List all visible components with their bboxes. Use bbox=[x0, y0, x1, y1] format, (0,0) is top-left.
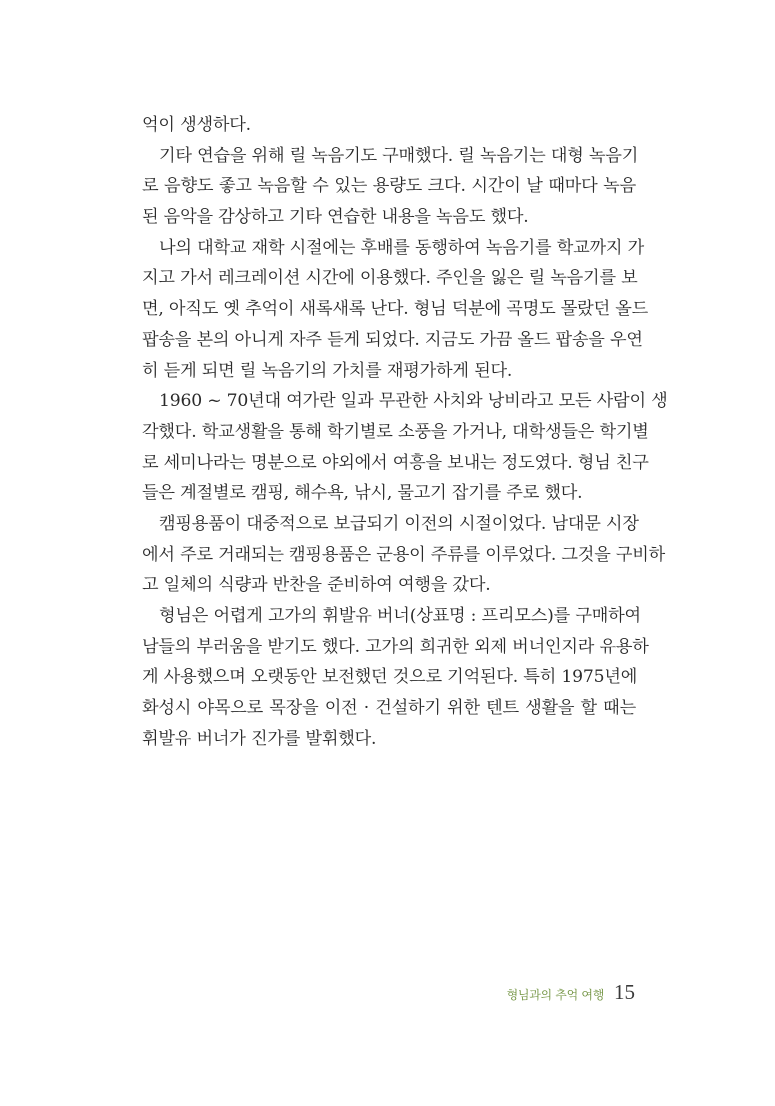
text-line: 된 음악을 감상하고 기타 연습한 내용을 녹음도 했다. bbox=[142, 207, 529, 228]
text-line: 각했다. 학교생활을 통해 학기별로 소풍을 가거나, 대학생들은 학기별 bbox=[142, 421, 649, 442]
text-line: 화성시 야목으로 목장을 이전 · 건설하기 위한 텐트 생활을 할 때는 bbox=[142, 698, 636, 719]
text-line: 면, 아직도 옛 추억이 새록새록 난다. 형님 덕분에 곡명도 몰랐던 올드 bbox=[142, 299, 649, 320]
text-line: 캠핑용품이 대중적으로 보급되기 이전의 시절이었다. 남대문 시장 bbox=[159, 513, 639, 534]
body-text bbox=[142, 110, 668, 754]
text-line: 히 듣게 되면 릴 녹음기의 가치를 재평가하게 된다. bbox=[142, 360, 513, 381]
text-line: 지고 가서 레크레이션 시간에 이용했다. 주인을 잃은 릴 녹음기를 보 bbox=[142, 268, 638, 289]
text-line: 나의 대학교 재학 시절에는 후배를 동행하여 녹음기를 학교까지 가 bbox=[159, 237, 644, 258]
text-line: 1960 ~ 70년대 여가란 일과 무관한 사치와 낭비라고 모든 사람이 생 bbox=[159, 391, 668, 412]
text-line: 게 사용했으며 오랫동안 보전했던 것으로 기억된다. 특히 1975년에 bbox=[142, 667, 638, 688]
text-line: 휘발유 버너가 진가를 발휘했다. bbox=[142, 728, 377, 749]
text-line: 팝송을 본의 아니게 자주 듣게 되었다. 지금도 가끔 올드 팝송을 우연 bbox=[142, 329, 643, 350]
text-line: 형님은 어렵게 고가의 휘발유 버너(상표명 : 프리모스)를 구매하여 bbox=[159, 606, 641, 626]
text-line: 로 세미나라는 명분으로 야외에서 여흥을 보내는 정도였다. 형님 친구 bbox=[142, 452, 649, 473]
running-title: 형님과의 추억 여행 bbox=[506, 988, 604, 1002]
text-line: 로 음향도 좋고 녹음할 수 있는 용량도 크다. 시간이 날 때마다 녹음 bbox=[142, 176, 636, 197]
text-line: 고 일체의 식량과 반찬을 준비하여 여행을 갔다. bbox=[142, 575, 491, 596]
text-line: 남들의 부러움을 받기도 했다. 고가의 희귀한 외제 버너인지라 유용하 bbox=[142, 636, 649, 657]
text-line: 들은 계절별로 캠핑, 해수욕, 낚시, 물고기 잡기를 주로 했다. bbox=[142, 483, 583, 504]
page-footer bbox=[507, 980, 635, 1005]
text-line: 기타 연습을 위해 릴 녹음기도 구매했다. 릴 녹음기는 대형 녹음기 bbox=[159, 145, 639, 166]
text-line: 억이 생생하다. bbox=[142, 115, 251, 135]
text-line: 에서 주로 거래되는 캠핑용품은 군용이 주류를 이루었다. 그것을 구비하 bbox=[142, 544, 666, 565]
page-number: 15 bbox=[614, 980, 635, 1004]
